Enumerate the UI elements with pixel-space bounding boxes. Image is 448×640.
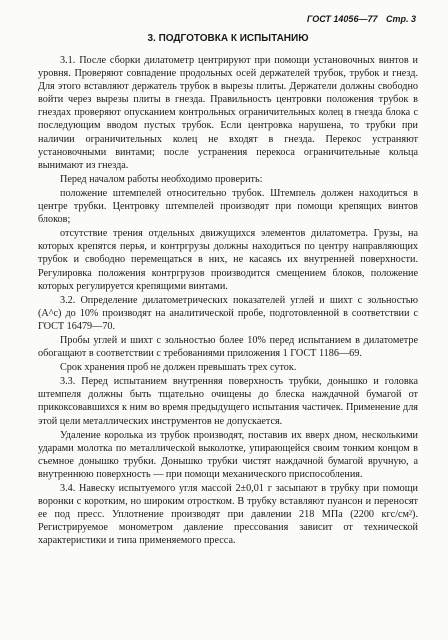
paragraph-stamp-position: положение штемпелей относительно трубок. Штемпель должен находиться в центре трубки. Центровку штемпелей производят при помощи крепящих винтов блоков; bbox=[38, 187, 418, 226]
paragraph-enrichment: Пробы углей и шихт с зольностью более 10% перед испытанием в дилатометре обогащают в соответствии с требованиями приложения 1 ГОСТ 1186—69. bbox=[38, 334, 418, 360]
section-title: 3. ПОДГОТОВКА К ИСПЫТАНИЮ bbox=[147, 33, 309, 44]
paragraph-check-intro: Перед началом работы необходимо проверить: bbox=[60, 173, 263, 185]
paragraph-removal: Удаление королька из трубок производят, поставив их вверх дном, несколькими ударами молотка по металлической выколотке, упирающейся своим тонким концом в съемное донышко трубки. Донышко трубки чистят наждачной бумагой вручную, а внутреннюю поверхность — при помощи механического приспособления. bbox=[38, 429, 418, 480]
page-number: Стр. 3 bbox=[385, 14, 416, 24]
paragraph-3-2: 3.2. Определение дилатометрических показателей углей и шихт с зольностью (A^c) до 10% производят на аналитической пробе, подготовленной в соответствии с ГОСТ 16479—70. bbox=[38, 294, 418, 332]
paragraph-storage: Срок хранения проб не должен превышать трех суток. bbox=[60, 362, 297, 374]
paragraph-3-4: 3.4. Навеску испытуемого угля массой 2±0,01 г засыпают в трубку при помощи воронки с коротким, но широким отростком. В трубку вставляют пуансон и переносят ее под пресс. Уплотнение производят при давлении 218 МПа (2200 кгс/см²). Регистрируемое монометром давление прессования зависит от технической характеристики и типа применяемого пресса. bbox=[38, 483, 418, 547]
page-header bbox=[38, 14, 418, 24]
paragraph-friction: отсутствие трения отдельных движущихся элементов дилатометра. Грузы, на которых крепятся перья, и контргрузы должны находиться по центру направляющих трубок и свободно перемещаться в них, не касаясь их внутренней поверхности. Регулировка положения контргрузов производится смещением блоков, положение которых регулируется крепящими винтами. bbox=[38, 228, 418, 292]
paragraph-3-3: 3.3. Перед испытанием внутренняя поверхность трубки, донышко и головка штемпеля должны быть тщательно очищены до блеска наждачной бумагой от прикоксовавшихся к ним во время предыдущего испытания частичек. Применение для этой цели металлических инструментов не допускается. bbox=[38, 376, 418, 427]
paragraph-3-1: 3.1. После сборки дилатометр центрируют при помощи установочных винтов и уровня. Проверяют совпадение продольных осей держателей трубок, трубок и гнезд. Для этого вставляют держатель трубок в вырезы плиты. Держатели должны свободно войти через вырезы плиты в гнезда. Правильность центровки положения трубок в гнездах проверяют опусканием контрольных ограничительных колец в гнезда блока с последующим вводом пустых трубок. Если центровка нарушена, то трубки при наличии ограничительных колец не входят в гнезда. Перекос устраняют установочными винтами; после устранения перекоса ограничительные кольца вынимают из гнезда. bbox=[38, 55, 418, 171]
standard-number: ГОСТ 14056—77 bbox=[306, 14, 378, 24]
